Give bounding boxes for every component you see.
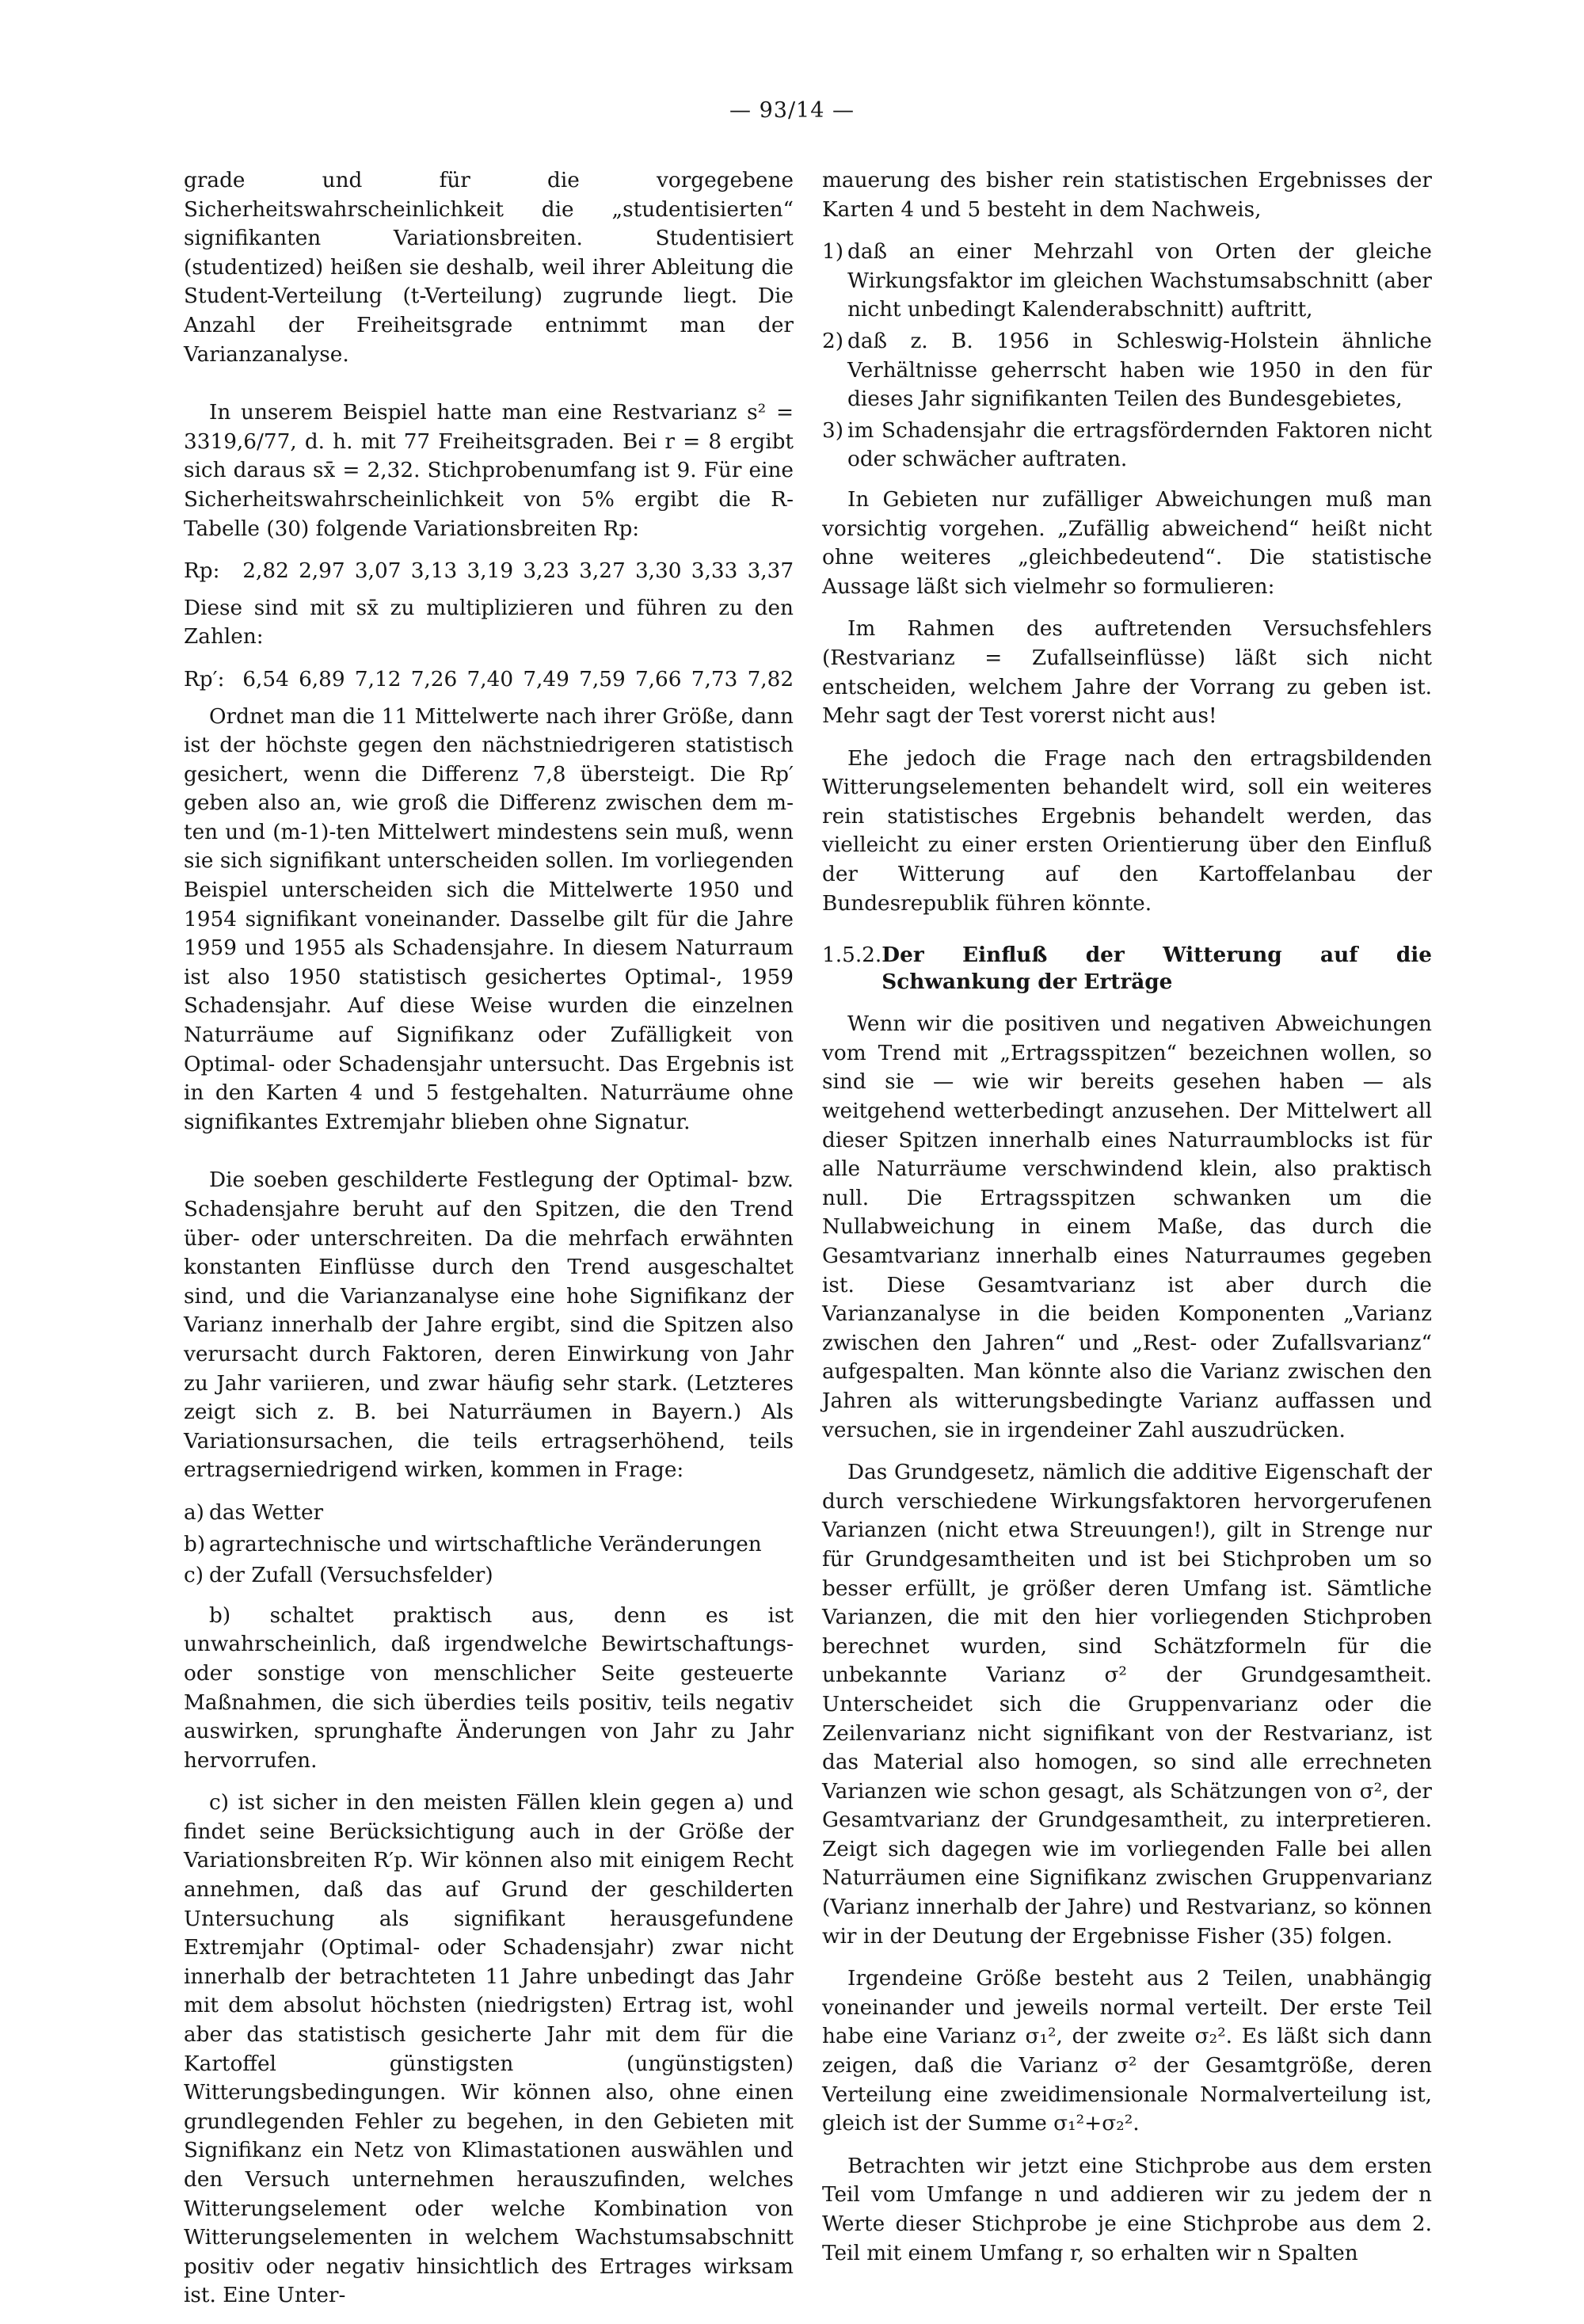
rp-prime-value: 7,66 — [634, 667, 682, 691]
paragraph: Irgendeine Größe besteht aus 2 Teilen, unabhängig voneinander und jeweils normal verteilt. Der erste Teil habe eine Varianz σ₁², der zweite σ₂². Es läßt sich dann zeigen, daß die Varianz σ² der Gesamtgröße, deren Verteilung eine zweidimensionale Normalverteilung ist, gleich ist der Summe σ₁²+σ₂². — [822, 1967, 1432, 2136]
paragraph: Die soeben geschilderte Festlegung der Optimal- bzw. Schadensjahre beruht auf den Spitzen, die den Trend über- oder unterschreiten. Da die mehrfach erwähnten konstanten Einflüsse durch den Trend ausgeschaltet sind, und die Varianzanalyse eine hohe Signifikanz der Varianz innerhalb der Jahre ergibt, sind die Spitzen also verursacht durch Faktoren, deren Einwirkung von Jahr zu Jahr variieren, und zwar häufig sehr stark. (Letzteres zeigt sich z. B. bei Naturräumen in Bayern.) Als Variationsursachen, die teils ertragserhöhend, teils ertragserniedrigend wirken, kommen in Frage: — [184, 1168, 794, 1483]
paragraph: b) schaltet praktisch aus, denn es ist unwahrscheinlich, daß irgendwelche Bewirtschaftungs- oder sonstige von menschlicher Seite gesteuerte Maßnahmen, die sich überdies teils positiv, teils negativ auswirken, sprunghafte Änderungen von Jahr zu Jahr hervorrufen. — [184, 1603, 794, 1773]
page-number: — 93/14 — — [729, 98, 855, 123]
list-text: agrartechnische und wirtschaftliche Veränderungen — [209, 1532, 762, 1556]
rp-prime-value: 6,54 — [242, 667, 289, 691]
list-marker: b) — [184, 1532, 206, 1556]
variation-causes-list — [184, 1499, 794, 1591]
rp-label: Rp: — [184, 559, 220, 584]
list-text: das Wetter — [209, 1500, 324, 1525]
paragraph: Diese sind mit sx̄ zu multiplizieren und führen zu den Zahlen: — [184, 596, 794, 650]
list-text: der Zufall (Versuchsfelder) — [209, 1564, 493, 1588]
rp-value: 3,23 — [523, 559, 569, 584]
list-item — [822, 417, 1432, 474]
list-item — [822, 238, 1432, 325]
paragraph: Ordnet man die 11 Mittelwerte nach ihrer Größe, dann ist der höchste gegen den nächstniedrigeren statistisch gesichert, wenn die Differenz 7,8 übersteigt. Die Rp′ geben also an, wie groß die Differenz zwischen dem m-ten und (m-1)-ten Mittelwert mindestens sein muß, wenn sie sich signifikant unterscheiden sollen. Im vorliegenden Beispiel unterscheiden sich die Mittelwerte 1950 und 1954 signifikant voneinander. Dasselbe gilt für die Jahre 1959 und 1955 als Schadensjahre. In diesem Naturraum ist also 1950 statistisch gesichertes Optimal-, 1959 Schadensjahr. Auf diese Weise wurden die einzelnen Naturräume auf Signifikanz oder Zufälligkeit von Optimal- oder Schadensjahr untersucht. Das Ergebnis ist in den Karten 4 und 5 festgehalten. Naturräume ohne signifikantes Extremjahr blieben ohne Signatur. — [184, 704, 794, 1134]
rp-prime-value: 7,49 — [523, 667, 569, 691]
list-text: daß an einer Mehrzahl von Orten der gleiche Wirkungsfaktor im gleichen Wachstumsabschnitt (aber nicht unbedingt Kalenderabschnitt) auftritt, — [847, 240, 1432, 322]
right-column — [822, 166, 1432, 2281]
rp-value: 3,13 — [410, 559, 458, 584]
list-marker: 2) — [822, 329, 843, 353]
rp-value: 3,37 — [747, 559, 794, 584]
rp-prime-value: 6,89 — [299, 667, 345, 691]
rp-value: 3,27 — [579, 559, 626, 584]
left-column — [184, 166, 794, 2324]
rp-prime-values-row — [184, 665, 794, 695]
paragraph: Das Grundgesetz, nämlich die additive Eigenschaft der durch verschiedene Wirkungsfaktoren hervorgerufenen Varianzen (nicht etwa Streuungen!), gilt in Strenge nur für Grundgesamtheiten und ist bei Stichproben um so besser erfüllt, je größer deren Umfang ist. Sämtliche Varianzen, die mit den hier vorliegenden Stichproben berechnet wurden, sind Schätzformeln für die unbekannte Varianz σ² der Grundgesamtheit. Unterscheidet sich die Gruppenvarianz oder die Zeilenvarianz nicht signifikant von der Restvarianz, ist das Material also homogen, so sind alle errechneten Varianzen wie schon gesagt, als Schätzungen von σ², der Gesamtvarianz der Grundgesamtheit, zu interpretieren. Zeigt sich dagegen wie im vorliegenden Falle bei allen Naturräumen eine Signifikanz zwischen Gruppenvarianz (Varianz innerhalb der Jahre) und Restvarianz, so können wir in der Deutung der Ergebnisse Fisher (35) folgen. — [822, 1461, 1432, 1949]
paragraph: Im Rahmen des auftretenden Versuchsfehlers (Restvarianz = Zufallseinflüsse) läßt sich nicht entscheiden, welchem Jahre der Vorrang zu geben ist. Mehr sagt der Test vorerst nicht aus! — [822, 617, 1432, 729]
list-marker: 3) — [822, 418, 843, 443]
evidence-list — [822, 238, 1432, 474]
list-text: im Schadensjahr die ertragsfördernden Faktoren nicht oder schwächer auftraten. — [847, 418, 1432, 472]
list-item — [822, 327, 1432, 414]
paragraph: In unserem Beispiel hatte man eine Restvarianz s² = 3319,6/77, d. h. mit 77 Freiheitsgraden. Bei r = 8 ergibt sich daraus sx̄ = 2,32. Stichprobenumfang ist 9. Für eine Sicherheitswahrscheinlichkeit von 5% ergibt die R-Tabelle (30) folgende Variationsbreiten Rp: — [184, 401, 794, 541]
list-marker: 1) — [822, 240, 843, 265]
rp-value: 3,07 — [354, 559, 402, 584]
statistical-statement — [822, 615, 1432, 730]
list-item — [184, 1499, 794, 1528]
rp-value: 2,97 — [299, 559, 345, 584]
paragraph: In Gebieten nur zufälliger Abweichungen muß man vorsichtig vorgehen. „Zufällig abweichend“ heißt nicht ohne weiteres „gleichbedeutend“. Die statistische Aussage läßt sich vielmehr so formulieren: — [822, 487, 1432, 599]
rp-prime-value: 7,73 — [691, 667, 738, 691]
rp-prime-value: 7,12 — [354, 667, 402, 691]
section-title: Der Einfluß der Witterung auf die Schwankung der Erträge — [881, 943, 1432, 995]
rp-prime-value: 7,26 — [410, 667, 458, 691]
section-number: 1.5.2. — [822, 943, 882, 968]
paragraph: c) ist sicher in den meisten Fällen klein gegen a) und findet seine Berücksichtigung auch in der Größe der Variationsbreiten R′p. Wir können also mit einigem Recht annehmen, daß das auf Grund der geschilderten Untersuchung als signifikant herausgefundene Extremjahr (Optimal- oder Schadensjahr) zwar nicht innerhalb der betrachteten 11 Jahre unbedingt das Jahr mit dem absolut höchsten (niedrigsten) Ertrag ist, wohl aber das statistisch gesicherte Jahr mit dem für die Kartoffel günstigsten (ungünstigsten) Witterungsbedingungen. Wir können also, ohne einen grundlegenden Fehler zu begehen, in den Gebieten mit Signifikanz ein Netz von Klimastationen auswählen und den Versuch unternehmen herauszufinden, welches Witterungselement oder welche Kombination von Witterungselementen in welchem Wachstumsabschnitt positiv oder negativ hinsichtlich des Ertrages wirksam ist. Eine Unter- — [184, 1791, 794, 2308]
rp-value: 2,82 — [242, 559, 289, 584]
section-heading — [822, 942, 1432, 996]
paragraph: Wenn wir die positiven und negativen Abweichungen vom Trend mit „Ertragsspitzen“ bezeichnen wollen, so sind sie — wie wir bereits gesehen haben — als weitgehend wetterbedingt anzusehen. Der Mittelwert all dieser Spitzen innerhalb eines Naturraumblocks ist für alle Naturräume verschwindend klein, also praktisch null. Die Ertragsspitzen schwanken um die Nullabweichung in einem Maße, das durch die Gesamtvarianz innerhalb eines Naturraumes gegeben ist. Diese Gesamtvarianz ist aber durch die Varianzanalyse in die beiden Komponenten „Varianz zwischen den Jahren“ und „Rest- oder Zufallsvarianz“ aufgespalten. Man könnte also die Varianz zwischen den Jahren als witterungsbedingte Varianz auffassen und versuchen, sie in irgendeiner Zahl auszudrücken. — [822, 1012, 1432, 1442]
list-marker: c) — [184, 1564, 204, 1588]
list-text: daß z. B. 1956 in Schleswig-Holstein ähnliche Verhältnisse geherrscht haben wie 1950 in den für dieses Jahr signifikanten Teilen des Bundesgebietes, — [847, 329, 1432, 412]
rp-value: 3,33 — [691, 559, 738, 584]
paragraph: Ehe jedoch die Frage nach den ertragsbildenden Witterungselementen behandelt wird, soll ein weiteres rein statistisches Ergebnis behandelt werden, das vielleicht zu einer ersten Orientierung über den Einfluß der Witterung auf den Kartoffelanbau der Bundesrepublik führen könnte. — [822, 746, 1432, 916]
rp-prime-value: 7,59 — [579, 667, 626, 691]
list-item — [184, 1561, 794, 1591]
rp-value: 3,19 — [466, 559, 514, 584]
paragraph: Betrachten wir jetzt eine Stichprobe aus dem ersten Teil vom Umfange n und addieren wir zu jedem der n Werte dieser Stichprobe je eine Stichprobe aus dem 2. Teil mit einem Umfang r, so erhalten wir n Spalten — [822, 2154, 1432, 2265]
paragraph: mauerung des bisher rein statistischen Ergebnisses der Karten 4 und 5 besteht in dem Nachweis, — [822, 169, 1432, 222]
list-item — [184, 1530, 794, 1560]
rp-value: 3,30 — [634, 559, 682, 584]
paragraph: grade und für die vorgegebene Sicherheitswahrscheinlichkeit die „studentisierten“ signifikanten Variationsbreiten. Studentisiert (studentized) heißen sie deshalb, weil ihrer Ableitung die Student-Verteilung (t-Verteilung) zugrunde liegt. Die Anzahl der Freiheitsgrade entnimmt man der Varianzanalyse. — [184, 169, 794, 367]
rp-prime-value: 7,82 — [747, 667, 794, 691]
rp-prime-value: 7,40 — [466, 667, 514, 691]
rp-values-row — [184, 557, 794, 586]
list-marker: a) — [184, 1500, 204, 1525]
rp-prime-label: Rp′: — [184, 667, 225, 691]
